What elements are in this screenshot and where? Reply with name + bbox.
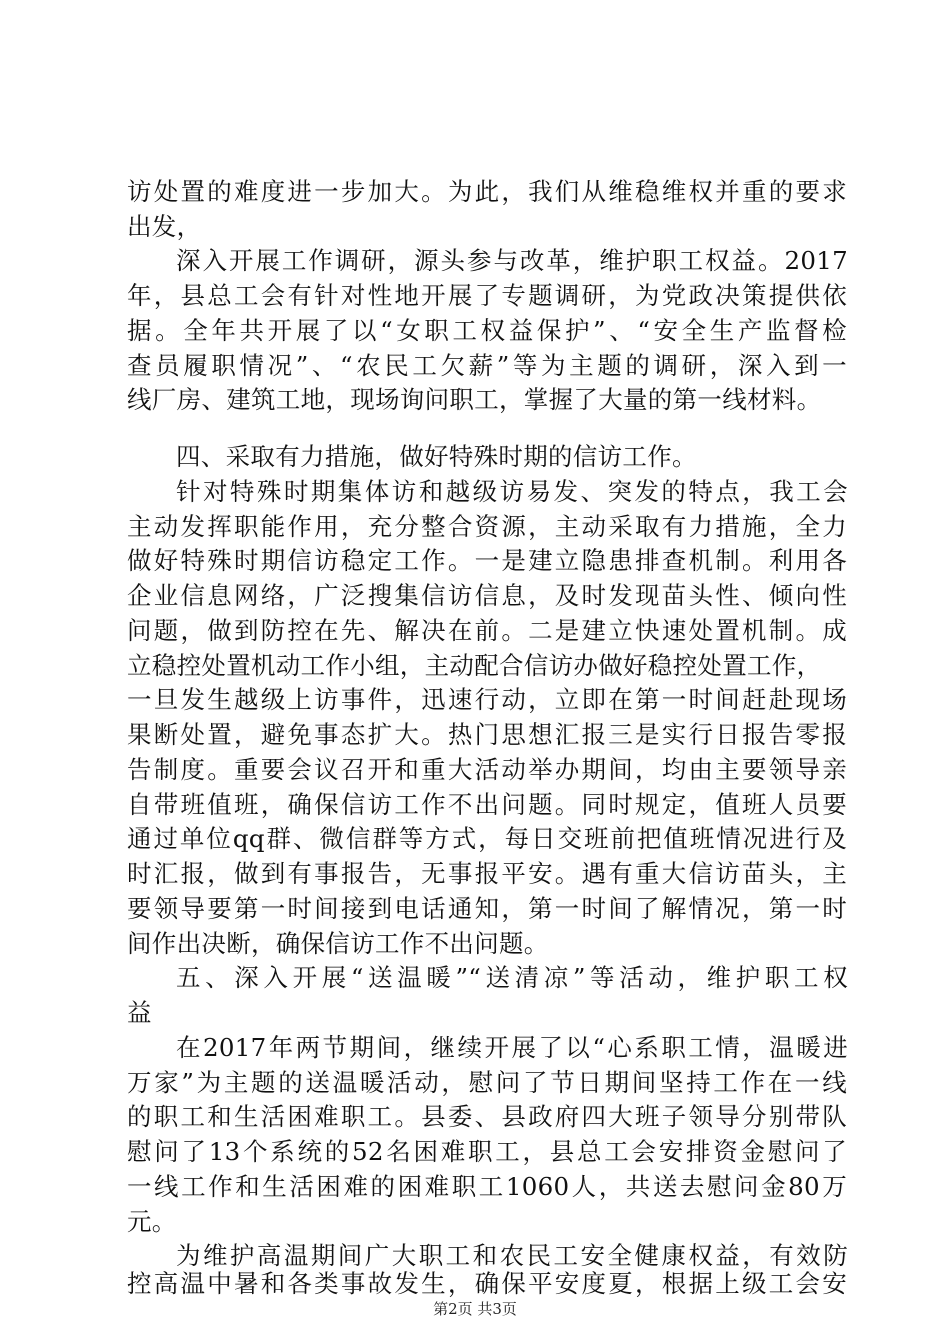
- text-line: 针对特殊时期集体访和越级访易发、突发的特点，我工会: [176, 477, 848, 506]
- text-line: 通过单位qq群、微信群等方式，每日交班前把值班情况进行及: [127, 824, 847, 853]
- text-line: 为维护高温期间广大职工和农民工安全健康权益，有效防: [176, 1241, 848, 1270]
- text-line: 一线工作和生活困难的困难职工1060人，共送去慰问金80万: [127, 1172, 847, 1201]
- text-line: 一旦发生越级上访事件，迅速行动，立即在第一时间赶赴现场: [127, 685, 847, 714]
- text-line: 查员履职情况”、“农民工欠薪”等为主题的调研，深入到一: [127, 351, 847, 380]
- text-line: 自带班值班，确保信访工作不出问题。同时规定，值班人员要: [127, 790, 847, 819]
- text-line: 告制度。重要会议召开和重大活动举办期间，均由主要领导亲: [127, 755, 847, 784]
- section-heading: 益: [127, 998, 152, 1027]
- text-line: 立稳控处置机动工作小组，主动配合信访办做好稳控处置工作，: [127, 651, 822, 680]
- text-line: 控高温中暑和各类事故发生，确保平安度夏，根据上级工会安: [127, 1269, 847, 1298]
- section-heading: 五、深入开展“送温暖”“送清凉”等活动，维护职工权: [176, 963, 848, 992]
- text-line: 访处置的难度进一步加大。为此，我们从维稳维权并重的要求: [127, 177, 847, 206]
- text-line: 主动发挥职能作用，充分整合资源，主动采取有力措施，全力: [127, 512, 847, 541]
- text-line: 做好特殊时期信访稳定工作。一是建立隐患排查机制。利用各: [127, 546, 847, 575]
- text-line: 果断处置，避免事态扩大。热门思想汇报三是实行日报告零报: [127, 720, 847, 749]
- text-line: 万家”为主题的送温暖活动，慰问了节日期间坚持工作在一线: [127, 1068, 847, 1097]
- text-line: 深入开展工作调研，源头参与改革，维护职工权益。2017: [176, 246, 848, 275]
- text-line: 元。: [127, 1207, 177, 1236]
- text-line: 时汇报，做到有事报告，无事报平安。遇有重大信访苗头，主: [127, 859, 847, 888]
- page-footer: 第2页 共3页: [433, 1300, 517, 1318]
- text-line: 年，县总工会有针对性地开展了专题调研，为党政决策提供依: [127, 281, 847, 310]
- text-line: 的职工和生活困难职工。县委、县政府四大班子领导分别带队: [127, 1102, 847, 1131]
- text-line: 间作出决断，确保信访工作不出问题。: [127, 929, 549, 958]
- section-heading: 四、采取有力措施，做好特殊时期的信访工作。: [176, 442, 697, 471]
- text-line: 企业信息网络，广泛搜集信访信息，及时发现苗头性、倾向性: [127, 581, 847, 610]
- text-line: 慰问了13个系统的52名困难职工，县总工会安排资金慰问了: [127, 1137, 847, 1166]
- text-line: 出发，: [127, 212, 202, 241]
- text-line: 在2017年两节期间，继续开展了以“心系职工情，温暖进: [176, 1033, 848, 1062]
- text-line: 问题，做到防控在先、解决在前。二是建立快速处置机制。成: [127, 616, 847, 645]
- text-line: 据。全年共开展了以“女职工权益保护”、“安全生产监督检: [127, 316, 847, 345]
- text-line: 要领导要第一时间接到电话通知，第一时间了解情况，第一时: [127, 894, 847, 923]
- text-line: 线厂房、建筑工地，现场询问职工，掌握了大量的第一线材料。: [127, 385, 822, 414]
